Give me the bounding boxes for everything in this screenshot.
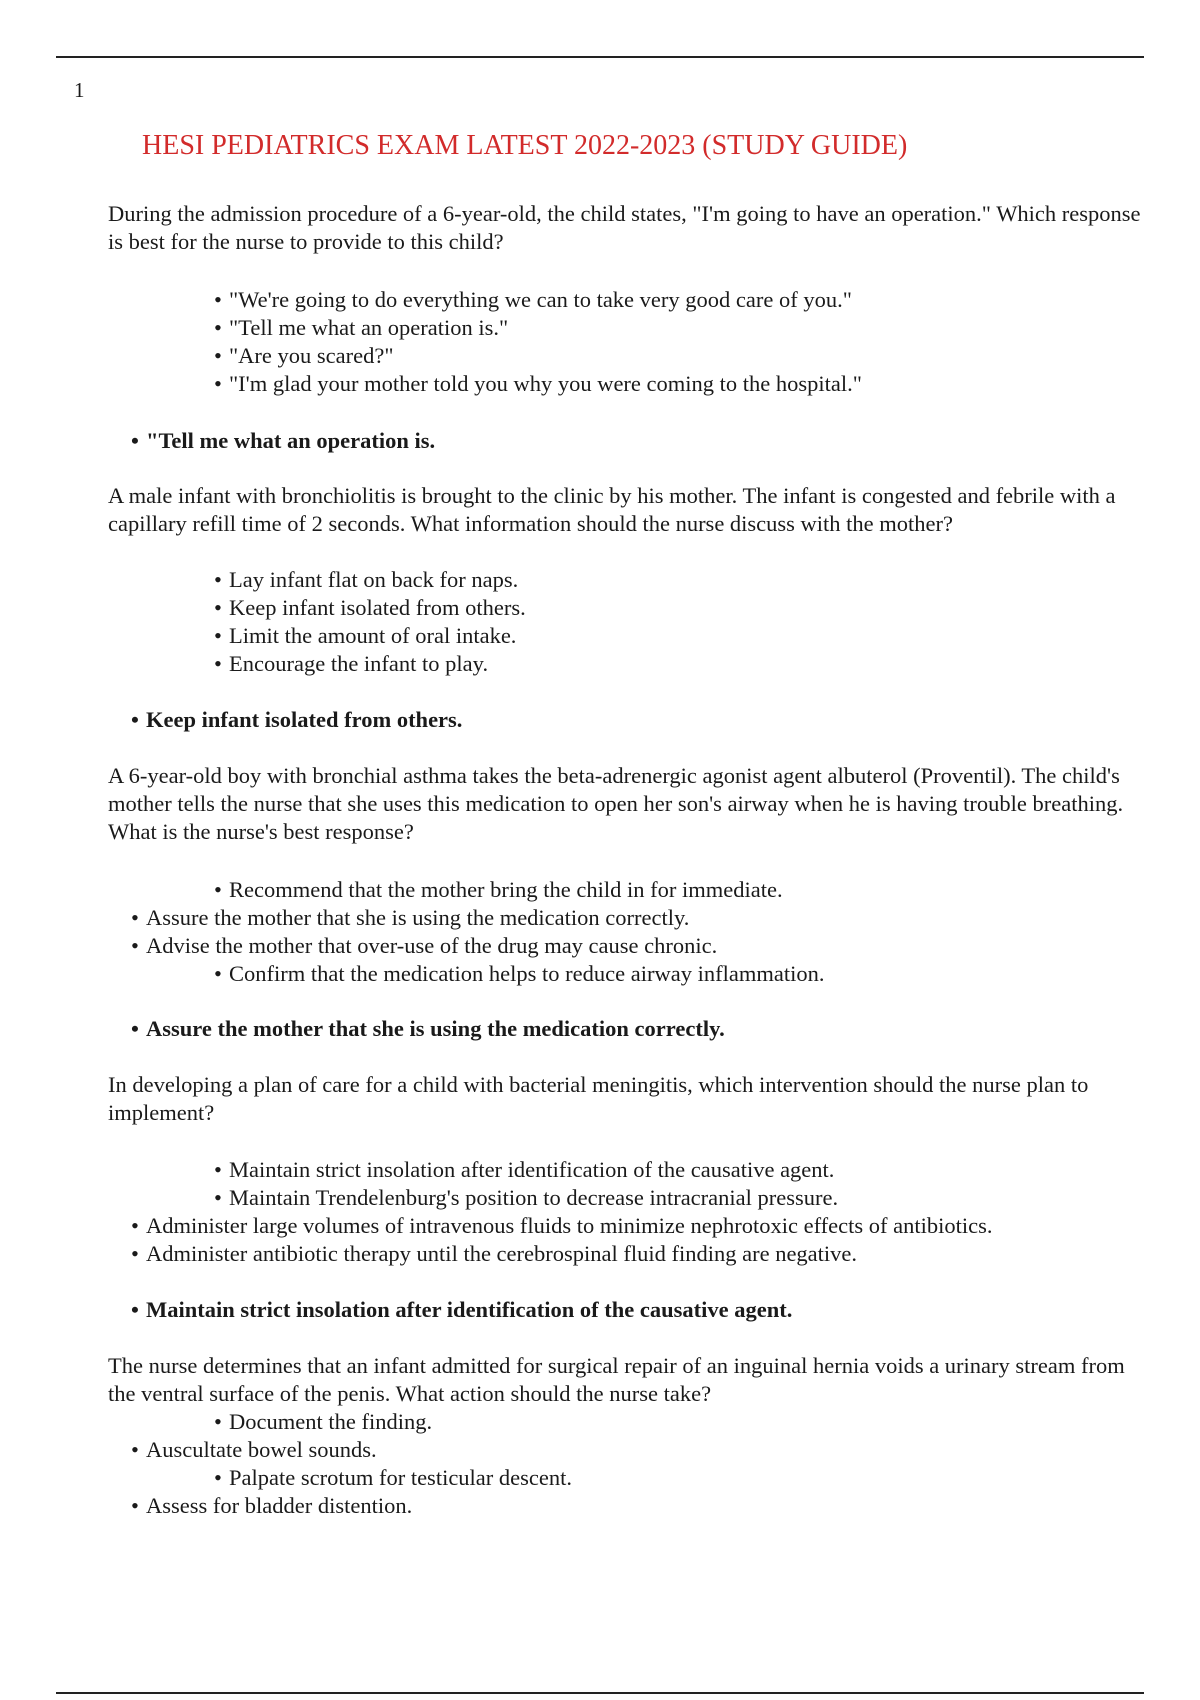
option: • Palpate scrotum for testicular descent. [0,1464,572,1492]
option: • Administer antibiotic therapy until the cerebrospinal fluid finding are negative. [0,1240,993,1268]
option: • Assess for bladder distention. [0,1492,572,1520]
option: • Lay infant flat on back for naps. [0,566,526,594]
question-2-answer: • Keep infant isolated from others. [146,706,462,734]
question-3-options [0,876,824,988]
question-4-text: In developing a plan of care for a child with bacterial meningitis, which intervention should the nurse plan to implement? [108,1072,1089,1125]
option: • Keep infant isolated from others. [0,594,526,622]
option: • Limit the amount of oral intake. [0,622,526,650]
option: • Auscultate bowel sounds. [0,1436,572,1464]
bottom-rule [56,1692,1144,1694]
option: • Confirm that the medication helps to reduce airway inflammation. [0,960,824,988]
question-5-text: The nurse determines that an infant admitted for surgical repair of an inguinal hernia voids a urinary stream from the ventral surface of the penis. What action should the nurse take? [108,1353,1125,1406]
option: • "We're going to do everything we can to take very good care of you." [0,286,862,314]
question-4-answer: • Maintain strict insolation after identification of the causative agent. [146,1296,792,1324]
option: • Document the finding. [0,1408,572,1436]
question-1-answer: • "Tell me what an operation is. [146,427,435,455]
option: • "I'm glad your mother told you why you were coming to the hospital." [0,370,862,398]
question-1-options [0,286,862,398]
option: • Maintain Trendelenburg's position to decrease intracranial pressure. [0,1184,993,1212]
question-2-text: A male infant with bronchiolitis is brought to the clinic by his mother. The infant is congested and febrile with a capillary refill time of 2 seconds. What information should the nurse discuss with the mother? [108,483,1116,536]
question-5-options [0,1408,572,1520]
option: • Administer large volumes of intravenous fluids to minimize nephrotoxic effects of antibiotics. [0,1212,993,1240]
option: • Maintain strict insolation after identification of the causative agent. [0,1156,993,1184]
option: • Recommend that the mother bring the child in for immediate. [0,876,824,904]
option: • Encourage the infant to play. [0,650,526,678]
top-rule [56,56,1144,58]
question-3-answer: • Assure the mother that she is using the medication correctly. [146,1015,725,1043]
option: • Assure the mother that she is using the medication correctly. [0,904,824,932]
page-number: 1 [74,78,85,102]
option: • "Tell me what an operation is." [0,314,862,342]
question-4-options [0,1156,993,1268]
document-title: HESI PEDIATRICS EXAM LATEST 2022-2023 (STUDY GUIDE) [142,130,908,161]
question-1-text: During the admission procedure of a 6-year-old, the child states, "I'm going to have an operation." Which response is best for the nurse to provide to this child? [108,201,1141,254]
question-3-text: A 6-year-old boy with bronchial asthma takes the beta-adrenergic agonist agent albuterol (Proventil). The child's mother tells the nurse that she uses this medication to open her son's airway when he is having trouble breathing. What is the nurse's best response? [108,763,1124,844]
option: • Advise the mother that over-use of the drug may cause chronic. [0,932,824,960]
option: • "Are you scared?" [0,342,862,370]
question-2-options [0,566,526,678]
